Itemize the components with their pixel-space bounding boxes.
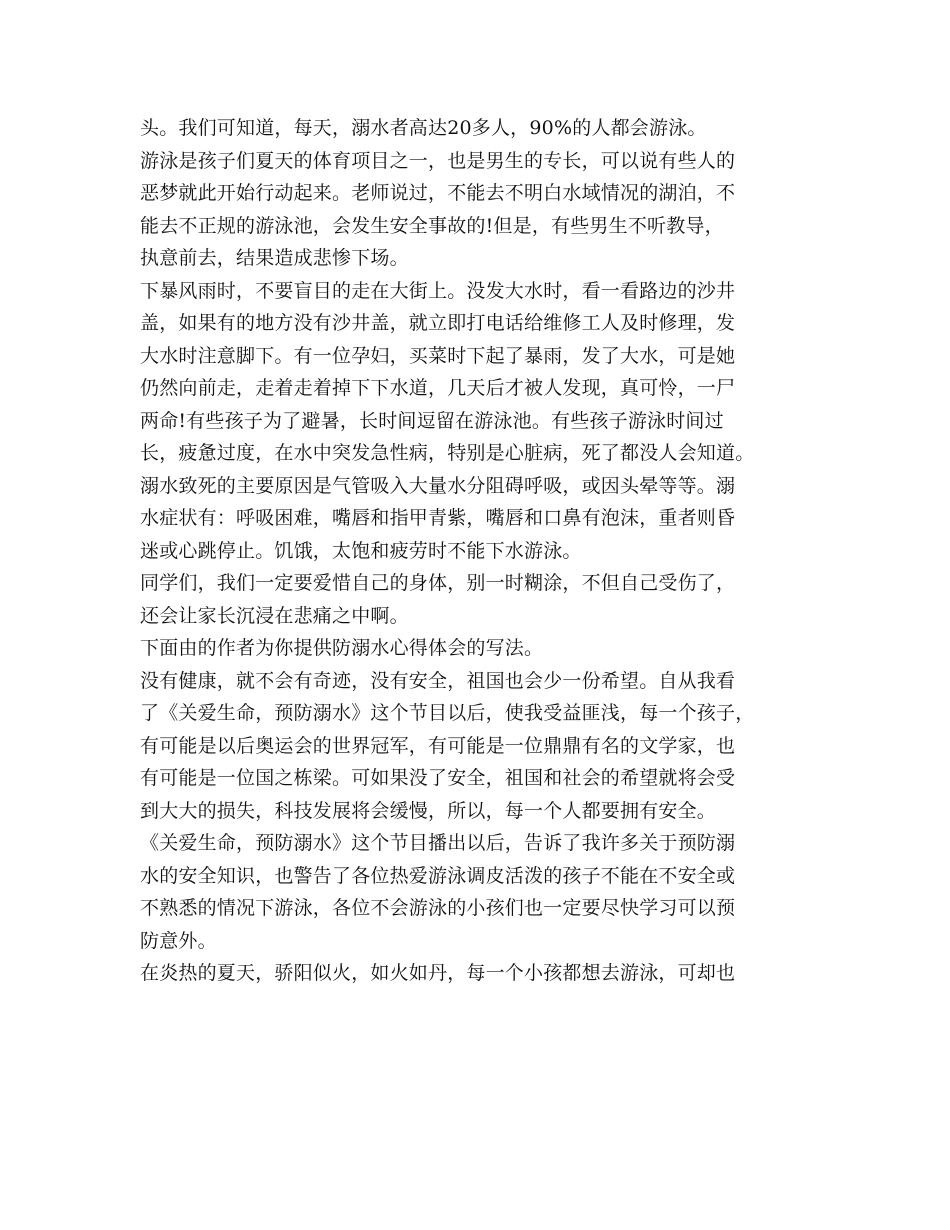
text-line: 有可能是以后奥运会的世界冠军，有可能是一位鼎鼎有名的文学家，也 [140, 734, 736, 757]
text-line: 不熟悉的情况下游泳，各位不会游泳的小孩们也一定要尽快学习可以预 [140, 897, 736, 919]
text-line: 大水时注意脚下。有一位孕妇，买菜时下起了暴雨，发了大水，可是她 [140, 344, 736, 367]
text-line: 有可能是一位国之栋梁。可如果没了安全，祖国和社会的希望就将会受 [140, 767, 736, 789]
text-line: 防意外。 [140, 929, 217, 952]
text-line: 下暴风雨时，不要盲目的走在大街上。没发大水时，看一看路边的沙井 [140, 279, 736, 302]
text-line: 到大大的损失，科技发展将会缓慢，所以，每一个人都要拥有安全。 [140, 799, 717, 822]
text-line: 下面由的作者为你提供防溺水心得体会的写法。 [140, 637, 544, 659]
text-line: 同学们，我们一定要爱惜自己的身体，别一时糊涂，不但自己受伤了， [140, 572, 736, 594]
text-line: 仍然向前走，走着走着掉下下水道，几天后才被人发现，真可怜，一尸 [140, 377, 736, 399]
text-line: 水的安全知识，也警告了各位热爱游泳调皮活泼的孩子不能在不安全或 [140, 864, 736, 887]
text-line: 能去不正规的游泳池，会发生安全事故的!但是，有些男生不听教导， [140, 214, 724, 237]
text-line: 迷或心跳停止。饥饿，太饱和疲劳时不能下水游泳。 [140, 539, 582, 562]
text-line: 溺水致死的主要原因是气管吸入大量水分阻碍呼吸，或因头晕等等。溺 [140, 474, 736, 497]
text-line: 在炎热的夏天，骄阳似火，如火如丹，每一个小孩都想去游泳，可却也 [140, 962, 736, 984]
text-line: 了《关爱生命，预防溺水》这个节目以后，使我受益匪浅，每一个孩子， [140, 702, 755, 724]
text-line: 恶梦就此开始行动起来。老师说过，不能去不明白水域情况的湖泊，不 [140, 182, 736, 204]
text-line: 两命!有些孩子为了避暑，长时间逗留在游泳池。有些孩子游泳时间过 [140, 409, 724, 432]
text-line: 没有健康，就不会有奇迹，没有安全，祖国也会少一份希望。自从我看 [140, 669, 736, 692]
text-line: 长，疲惫过度，在水中突发急性病，特别是心脏病，死了都没人会知道。 [140, 442, 755, 464]
text-line: 执意前去，结果造成悲惨下场。 [140, 247, 409, 269]
text-line: 游泳是孩子们夏天的体育项目之一，也是男生的专长，可以说有些人的 [140, 149, 736, 172]
text-line: 盖，如果有的地方没有沙井盖，就立即打电话给维修工人及时修理，发 [140, 312, 736, 334]
text-line: 头。我们可知道，每天，溺水者高达20多人，90%的人都会游泳。 [140, 117, 707, 139]
text-line: 还会让家长沉浸在悲痛之中啊。 [140, 604, 409, 627]
text-line: 《关爱生命，预防溺水》这个节目播出以后，告诉了我许多关于预防溺 [140, 832, 736, 854]
text-line: 水症状有：呼吸困难，嘴唇和指甲青紫，嘴唇和口鼻有泡沫，重者则昏 [140, 507, 736, 529]
document-body [140, 112, 830, 990]
